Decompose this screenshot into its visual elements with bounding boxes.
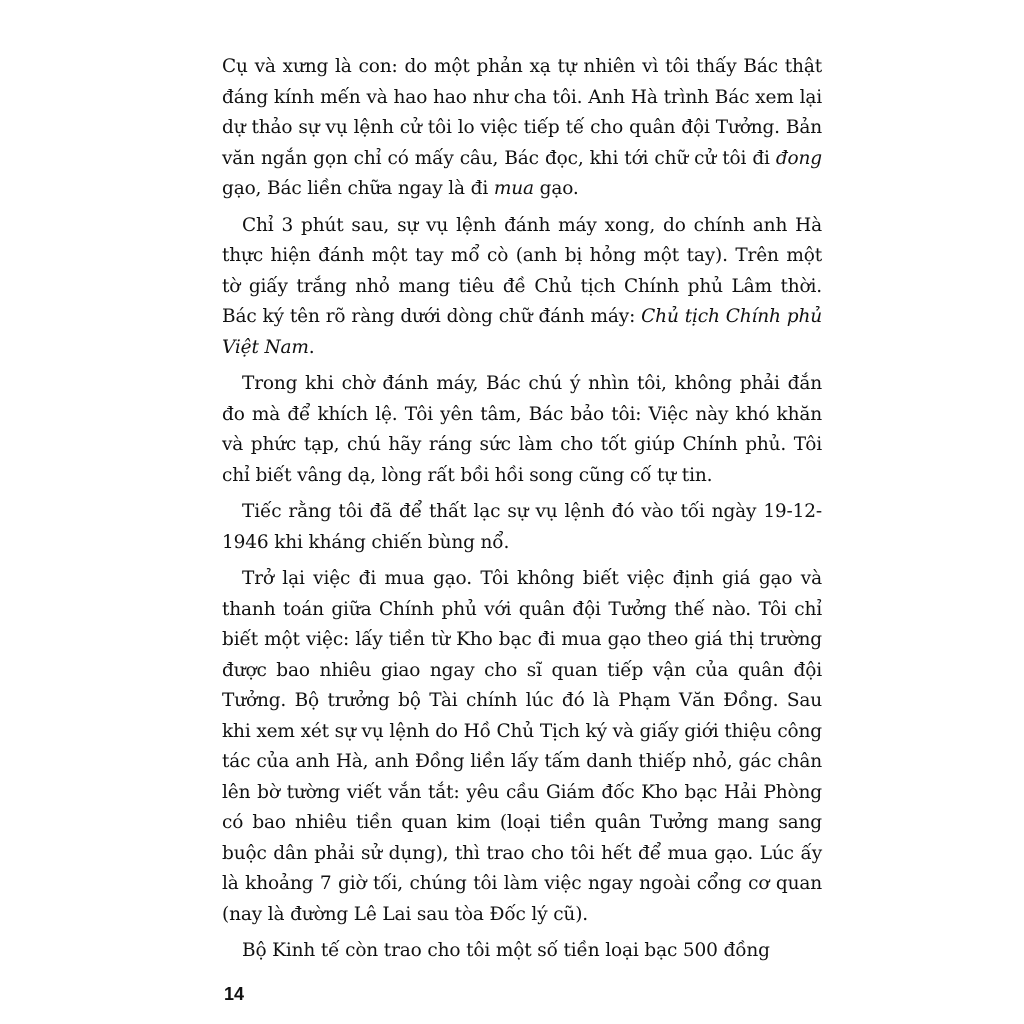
text-span: gạo. (533, 178, 579, 199)
paragraph-1 (222, 52, 822, 205)
text-span: Cụ và xưng là con: do một phản xạ tự nhiên vì tôi thấy Bác thật đáng kính mến và hao hao như cha tôi. Anh Hà trình Bác xem lại dự thảo sự vụ lệnh cử tôi lo việc tiếp tế cho quân đội Tưởng. Bản văn ngắn gọn chỉ có mấy câu, Bác đọc, khi tới chữ cử tôi đi (222, 56, 822, 169)
text-span: Bộ Kinh tế còn trao cho tôi một số tiền loại bạc 500 đồng (242, 940, 770, 961)
text-span: gạo, Bác liền chữa ngay là đi (222, 178, 494, 199)
text-span: Trở lại việc đi mua gạo. Tôi không biết việc định giá gạo và thanh toán giữa Chính phủ với quân đội Tưởng thế nào. Tôi chỉ biết một việc: lấy tiền từ Kho bạc đi mua gạo theo giá thị trường được bao nhiêu giao ngay cho sĩ quan tiếp vận của quân đội Tưởng. Bộ trưởng bộ Tài chính lúc đó là Phạm Văn Đồng. Sau khi xem xét sự vụ lệnh do Hồ Chủ Tịch ký và giấy giới thiệu công tác của anh Hà, anh Đồng liền lấy tấm danh thiếp nhỏ, gác chân lên bờ tường viết vắn tắt: yêu cầu Giám đốc Kho bạc Hải Phòng có bao nhiêu tiền quan kim (loại tiền quân Tưởng mang sang buộc dân phải sử dụng), thì trao cho tôi hết để mua gạo. Lúc ấy là khoảng 7 giờ tối, chúng tôi làm việc ngay ngoài cổng cơ quan (nay là đường Lê Lai sau tòa Đốc lý cũ). (222, 568, 822, 925)
text-span: Chỉ 3 phút sau, sự vụ lệnh đánh máy xong, do chính anh Hà thực hiện đánh một tay mổ cò (anh bị hỏng một tay). Trên một tờ giấy trắng nhỏ mang tiêu đề Chủ tịch Chính phủ Lâm thời. Bác ký tên rõ ràng dưới dòng chữ đánh máy: (222, 214, 822, 327)
text-span: . (308, 336, 315, 358)
text-span: Tiếc rằng tôi đã để thất lạc sự vụ lệnh đó vào tối ngày 19-12-1946 khi kháng chiến bùng nổ. (222, 501, 822, 553)
paragraph-5 (222, 564, 822, 930)
italic-span: Chủ tịch Chính phủ Việt Nam (222, 306, 822, 358)
paragraph-6 (222, 936, 822, 967)
italic-span: đong (775, 147, 822, 169)
paragraph-2 (222, 211, 822, 364)
italic-span: mua (493, 178, 534, 199)
body-text (222, 52, 822, 967)
page-number: 14 (224, 984, 245, 1004)
text-span: Trong khi chờ đánh máy, Bác chú ý nhìn tôi, không phải đắn đo mà để khích lệ. Tôi yên tâm, Bác bảo tôi: Việc này khó khăn và phức tạp, chú hãy ráng sức làm cho tốt giúp Chính phủ. Tôi chỉ biết vâng dạ, lòng rất bồi hồi song cũng cố tự tin. (222, 373, 822, 486)
paragraph-3 (222, 369, 822, 491)
paragraph-4 (222, 497, 822, 558)
